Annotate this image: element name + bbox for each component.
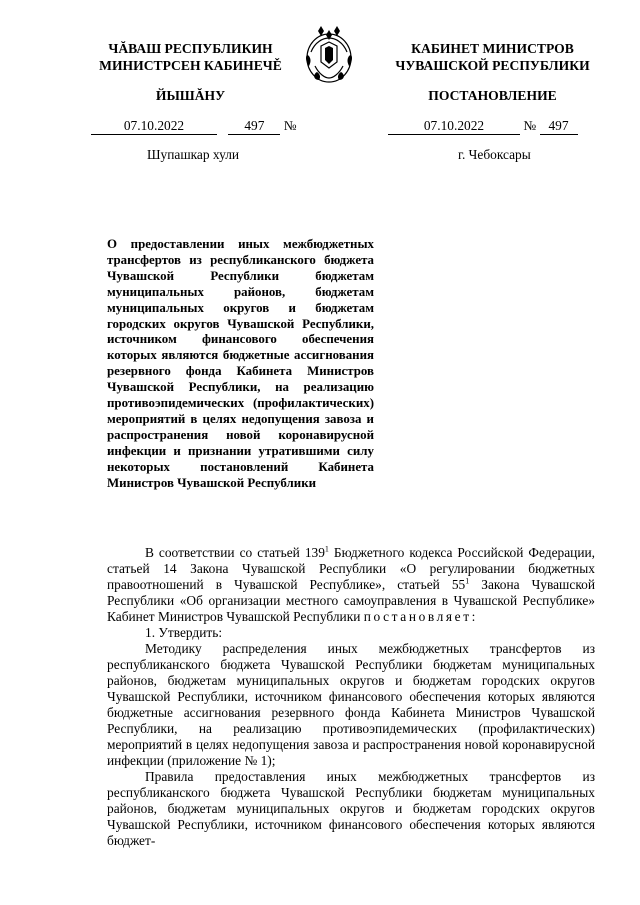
right-date-line: [388, 118, 578, 135]
header-left-doc-type: ЙЫШĂНУ: [155, 88, 226, 103]
left-city: Шупашкар хули: [147, 147, 240, 162]
right-city: г. Чебоксары: [458, 147, 531, 162]
paragraph-2: 1. Утвердить:: [145, 625, 223, 640]
left-no-sign: №: [283, 118, 297, 133]
header-left-title: [88, 40, 293, 74]
left-date-line: [91, 118, 297, 135]
document-title: О предоставлении иных межбюджетных трансфертов из республиканского бюджета Чувашской Республики бюджетам муниципальных районов, бюджетам муниципальных округов и бюджетам городских округов Чувашской Республики, источником финансового обеспечения которых являются бюджетные ассигнования резервного фонда Кабинета Министров Чувашской Республики, на реализацию противоэпидемических (профилактических) мероприятий в целях недопущения завоза и распространения новой коронавирусной инфекции и признании утратившими силу некоторых постановлений Кабинета Министров Чувашской Республики: [107, 237, 374, 490]
header-left-line2: МИНИСТРСЕН КАБИНЕЧĚ: [99, 58, 282, 73]
superscript-2: 1: [465, 576, 470, 586]
left-date: 07.10.2022: [91, 118, 217, 135]
superscript-1: 1: [324, 544, 329, 554]
header-left-line1: ЧĂВАШ РЕСПУБЛИКИН: [108, 41, 273, 56]
header-right-title: [385, 40, 600, 74]
resolution-word: постановляет:: [363, 609, 478, 624]
right-number: 497: [540, 118, 578, 135]
document-body: [107, 545, 595, 849]
header-right-doc-type: ПОСТАНОВЛЕНИЕ: [428, 88, 557, 103]
paragraph-3: Методику распределения иных межбюджетных трансфертов из республиканского бюджета Чувашской Республики бюджетам муниципальных районов, бюджетам муниципальных округов и бюджетам городских округов Чувашской Республики, источником финансового обеспечения которых являются бюджетные ассигнования резервного фонда Кабинета Министров Чувашской Республики, на реализацию противоэпидемических (профилактических) мероприятий в целях недопущения завоза и распространения новой коронавирусной инфекции (приложение № 1);: [107, 641, 595, 768]
right-date: 07.10.2022: [388, 118, 520, 135]
header-right-line2: ЧУВАШСКОЙ РЕСПУБЛИКИ: [395, 58, 590, 73]
chuvash-emblem-icon: [301, 22, 357, 86]
left-number: 497: [228, 118, 280, 135]
paragraph-1: В соответствии со статьей $139^1$ Бюджетного кодекса Российской Федерации, статьей 14 Закона Чувашской Республики «О регулировании бюджетных правоотношений в Чувашской Республике», статьей $55^1$ Закона Чувашской Республики «Об организации местного самоуправления в Чувашской Республике» Кабинет Министров Чувашской Республики постановляет:: [107, 544, 595, 624]
right-no-sign: №: [523, 118, 537, 133]
header-right-line1: КАБИНЕТ МИНИСТРОВ: [411, 41, 574, 56]
paragraph-4: Правила предоставления иных межбюджетных трансфертов из республиканского бюджета Чувашской Республики бюджетам муниципальных районов, бюджетам муниципальных округов и бюджетам городских округов Чувашской Республики, источником финансового обеспечения которых являются бюджет-: [107, 769, 595, 848]
